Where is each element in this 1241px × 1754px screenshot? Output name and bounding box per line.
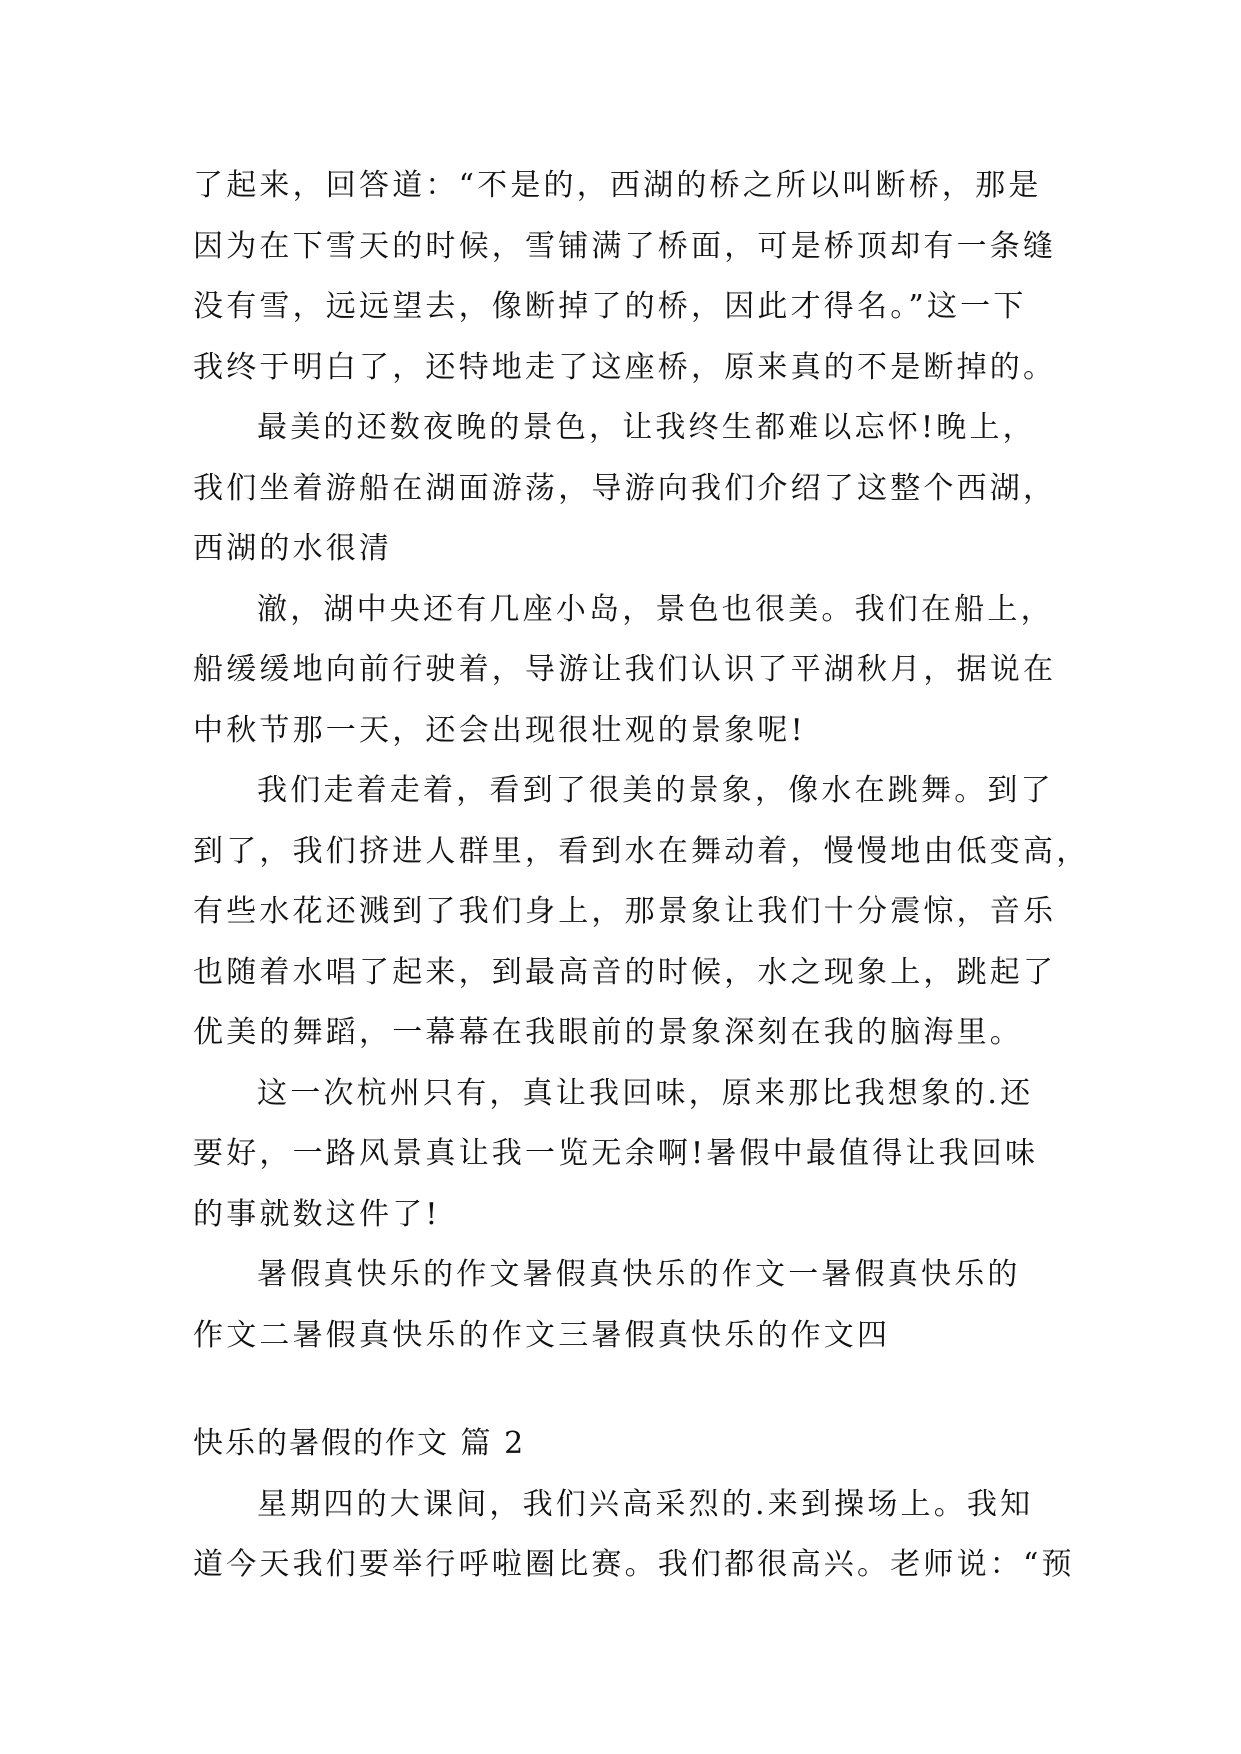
- text-line: 中秋节那一天，还会出现很壮观的景象呢!: [193, 712, 806, 748]
- text-line: 作文二暑假真快乐的作文三暑假真快乐的作文四: [193, 1317, 891, 1353]
- paragraph-first-line: 暑假真快乐的作文暑假真快乐的作文一暑假真快乐的: [257, 1257, 1021, 1292]
- text-line: 的事就数这件了!: [193, 1196, 441, 1232]
- text-line: 道今天我们要举行呼啦圈比赛。我们都很高兴。老师说：“预: [193, 1547, 1075, 1582]
- paragraph-first-line: 这一次杭州只有，真让我回味，原来那比我想象的.还: [257, 1075, 1034, 1111]
- text-line: 有些水花还溅到了我们身上，那景象让我们十分震惊，音乐: [193, 894, 1057, 929]
- paragraph-first-line: 我们走着走着，看到了很美的景象，像水在跳舞。到了: [257, 773, 1054, 808]
- paragraph-first-line: 澈，湖中央还有几座小岛，景色也很美。我们在船上，: [257, 591, 1054, 627]
- text-line: 要好，一路风景真让我一览无余啊!暑假中最值得让我回味: [193, 1136, 1039, 1171]
- text-line: 优美的舞蹈，一幕幕在我眼前的景象深刻在我的脑海里。: [193, 1015, 1023, 1050]
- section-gap: [193, 1366, 1053, 1414]
- text-line: 到了，我们挤进人群里，看到水在舞动着，慢慢地由低变高，: [193, 833, 1090, 869]
- section-heading: 快乐的暑假的作文 篇 2: [193, 1426, 526, 1461]
- text-line: 我终于明白了，还特地走了这座桥，原来真的不是断掉的。: [193, 349, 1057, 385]
- text-line: 西湖的水很清: [193, 531, 393, 566]
- text-line: 船缓缓地向前行驶着，导游让我们认识了平湖秋月，据说在: [193, 652, 1057, 687]
- paragraph-first-line: 最美的还数夜晚的景色，让我终生都难以忘怀!晚上，: [257, 410, 1036, 445]
- text-line: 了起来，回答道：“不是的，西湖的桥之所以叫断桥，那是: [193, 168, 1042, 203]
- paragraph-first-line: 星期四的大课间，我们兴高采烈的.来到操场上。我知: [257, 1486, 1034, 1522]
- document-body: [193, 156, 1090, 1596]
- text-line: 没有雪，远远望去，像断掉了的桥，因此才得名。”这一下: [193, 289, 1027, 324]
- text-line: 也随着水唱了起来，到最高音的时候，水之现象上，跳起了: [193, 954, 1057, 990]
- text-line: 我们坐着游船在湖面游荡，导游向我们介绍了这整个西湖，: [193, 470, 1057, 506]
- text-line: 因为在下雪天的时候，雪铺满了桥面，可是桥顶却有一条缝: [193, 228, 1057, 264]
